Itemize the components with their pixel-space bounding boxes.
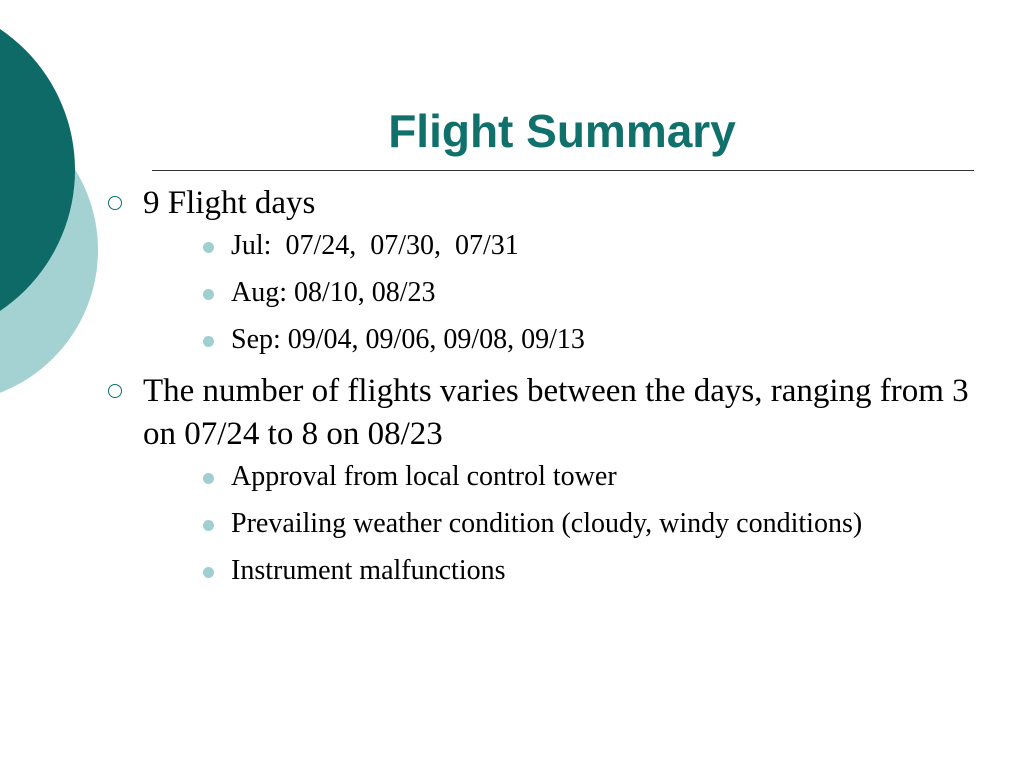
sub-bullet-approval [143,460,1000,494]
slide-body [100,182,1000,601]
sub-bullet-sep [143,323,1000,357]
bullet-flight-days [100,182,1000,357]
slide-title: Flight Summary [388,105,736,157]
sub-bullet-text: Approval from local control tower [231,461,617,492]
sub-bullet-list [143,229,1000,357]
sub-bullet-list [143,460,1000,588]
dot-bullet-icon [203,567,214,578]
dot-bullet-icon [203,289,214,300]
bullet-text: 9 Flight days [143,185,316,221]
sub-bullet-text: Instrument malfunctions [231,555,506,586]
dot-bullet-icon [203,520,214,531]
dot-bullet-icon [203,242,214,253]
sub-bullet-text: Jul: 07/24, 07/30, 07/31 [231,230,519,261]
sub-bullet-text: Prevailing weather condition (cloudy, windy conditions) [231,508,863,539]
dot-bullet-icon [203,473,214,484]
sub-bullet-aug [143,276,1000,310]
sub-bullet-jul [143,229,1000,263]
hollow-circle-bullet-icon [108,384,122,398]
bullet-text: The number of flights varies between the days, ranging from 3 on 07/24 to 8 on 08/23 [143,373,969,452]
sub-bullet-weather [143,507,1000,541]
dark-teal-circle [0,0,75,340]
sub-bullet-text: Sep: 09/04, 09/06, 09/08, 09/13 [231,324,585,355]
title-underline [152,170,974,171]
sub-bullet-instrument [143,554,1000,588]
sub-bullet-text: Aug: 08/10, 08/23 [231,277,436,308]
dot-bullet-icon [203,336,214,347]
hollow-circle-bullet-icon [108,196,122,210]
light-teal-circle [0,97,98,403]
bullet-flight-count [100,370,1000,588]
